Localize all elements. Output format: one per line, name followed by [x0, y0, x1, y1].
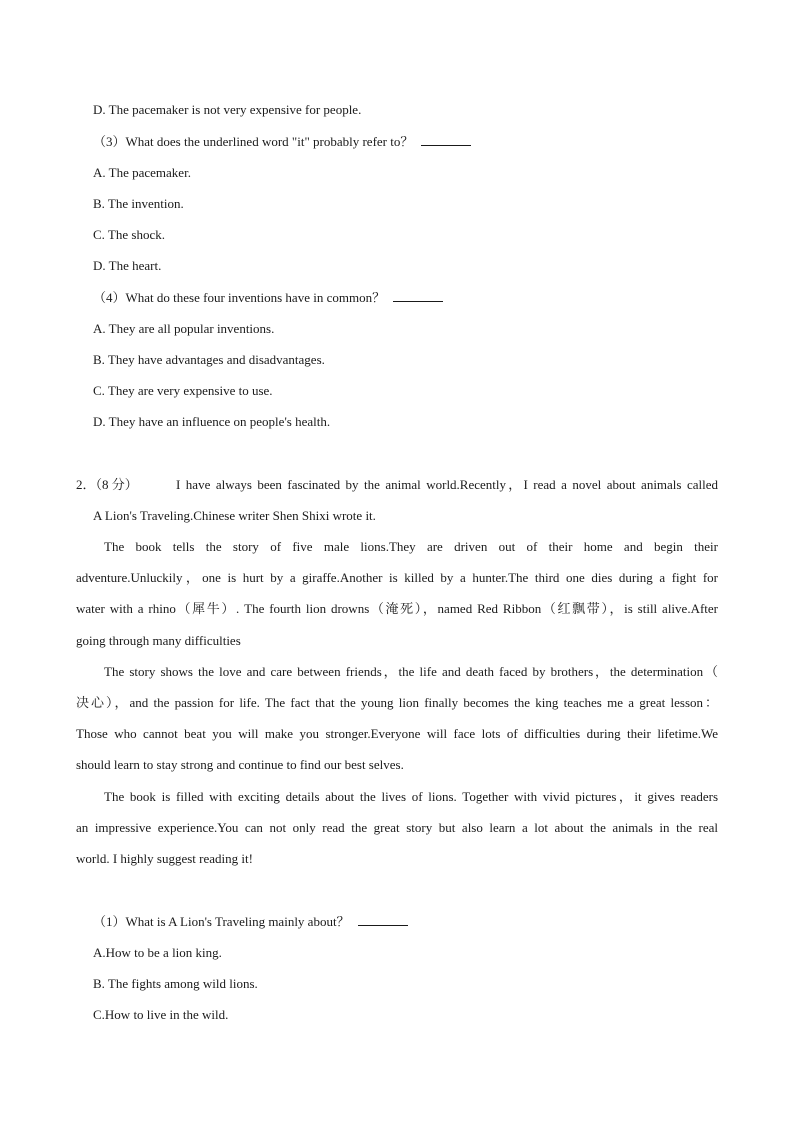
q2-1-option-c: C.How to live in the wild.: [93, 1007, 229, 1022]
passage-line-7: The story shows the love and care between friends，the life and death faced by brothers，the determination（: [104, 664, 718, 679]
passage-line-11: The book is filled with exciting details about the lives of lions. Together with vivid pictures，it gives readers: [104, 789, 718, 804]
passage-line-12: an impressive experience.You can not only read the great story but also learn a lot about the animals in the real: [76, 820, 718, 835]
q4-option-b: B. They have advantages and disadvantages.: [93, 352, 325, 367]
question-number: 2．（8 分）: [76, 477, 138, 492]
passage-line-10: should learn to stay strong and continue to find our best selves.: [76, 757, 404, 772]
question-2-1-text: （1）What is A Lion's Traveling mainly about？: [93, 914, 350, 929]
passage-line-2: A Lion's Traveling.Chinese writer Shen Shixi wrote it.: [93, 508, 376, 523]
passage-line-8: 决心），and the passion for life. The fact that the young lion finally becomes the king teaches me a great lesson：: [76, 695, 718, 710]
question-2-header: [76, 477, 718, 493]
answer-blank: [358, 913, 408, 926]
q4-option-d: D. They have an influence on people's health.: [93, 414, 331, 429]
q4-option-a: A. They are all popular inventions.: [93, 321, 275, 336]
question-2-1: [93, 913, 408, 930]
question-4: [93, 289, 443, 306]
passage-line-3: The book tells the story of five male lions.They are driven out of their home and begin their: [104, 539, 718, 554]
q2-1-option-b: B. The fights among wild lions.: [93, 976, 258, 991]
answer-blank: [421, 133, 471, 146]
question-4-text: （4）What do these four inventions have in common？: [93, 290, 386, 305]
q3-option-d: D. The heart.: [93, 258, 162, 273]
q2-1-option-a: A.How to be a lion king.: [93, 945, 222, 960]
passage-line-5: water with a rhino（犀牛）. The fourth lion drowns（淹死），named Red Ribbon（红飘带），is still alive.After: [76, 601, 718, 616]
option-d: D. The pacemaker is not very expensive for people.: [93, 102, 362, 117]
answer-blank: [393, 289, 443, 302]
passage-line-4: adventure.Unluckily，one is hurt by a giraffe.Another is killed by a hunter.The third one dies during a fight for: [76, 570, 718, 585]
q3-option-c: C. The shock.: [93, 227, 165, 242]
q4-option-c: C. They are very expensive to use.: [93, 383, 273, 398]
passage-line-9: Those who cannot beat you will make you stronger.Everyone will face lots of difficulties during their lifetime.We: [76, 726, 718, 741]
question-3: [93, 133, 471, 150]
q3-option-a: A. The pacemaker.: [93, 165, 191, 180]
passage-line-13: world. I highly suggest reading it!: [76, 851, 253, 866]
question-3-text: （3）What does the underlined word "it" probably refer to？: [93, 134, 414, 149]
q3-option-b: B. The invention.: [93, 196, 184, 211]
passage-line-1: I have always been fascinated by the animal world.Recently，I read a novel about animals called: [176, 477, 718, 492]
passage-line-6: going through many difficulties: [76, 633, 241, 648]
